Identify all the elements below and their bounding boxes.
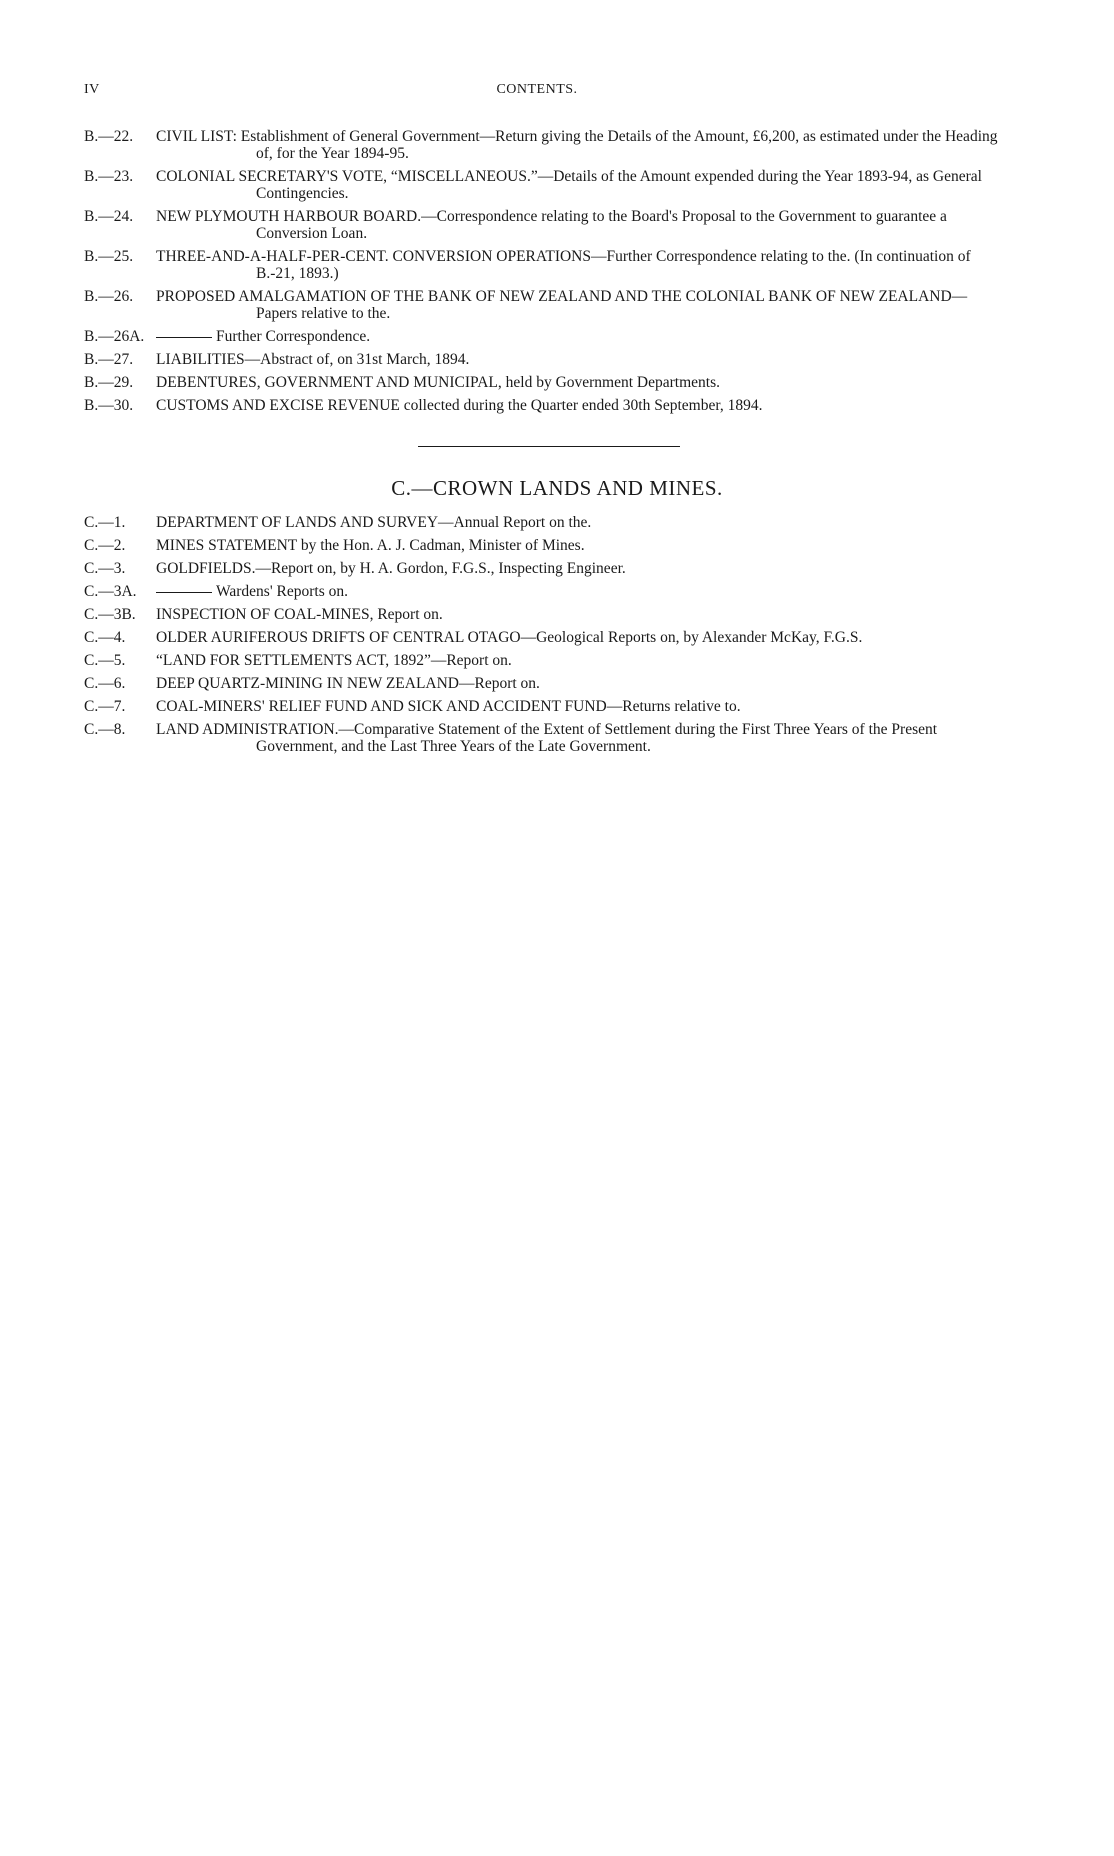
entry-text: NEW PLYMOUTH HARBOUR BOARD.—Correspondence relating to the Board's Proposal to the Government to guarantee a Conversion Loan.	[156, 208, 947, 242]
entry-text: LIABILITIES—Abstract of, on 31st March, 1894.	[156, 351, 470, 368]
section-c-list	[84, 514, 1004, 761]
contents-entry	[84, 514, 1004, 531]
entry-code: C.—7.	[84, 698, 126, 715]
entry-text: CIVIL LIST: Establishment of General Government—Return giving the Details of the Amount, £6,200, as estimated under the Heading of, for the Year 1894-95.	[156, 128, 998, 162]
page-title: CONTENTS.	[496, 82, 578, 97]
contents-entry	[84, 248, 1004, 282]
entry-code: B.—22.	[84, 128, 134, 145]
contents-entry	[84, 675, 1004, 692]
entry-text: Wardens' Reports on.	[216, 583, 348, 600]
entry-code: C.—5.	[84, 652, 126, 669]
page-number: IV	[84, 82, 100, 97]
page-header	[84, 82, 990, 102]
entry-text: DEBENTURES, GOVERNMENT AND MUNICIPAL, held by Government Departments.	[156, 374, 720, 391]
entry-code: C.—4.	[84, 629, 126, 646]
entry-code: C.—3.	[84, 560, 126, 577]
entry-text: PROPOSED AMALGAMATION OF THE BANK OF NEW ZEALAND AND THE COLONIAL BANK OF NEW ZEALAND—Papers relative to the.	[156, 288, 968, 322]
entry-code: B.—27.	[84, 351, 134, 368]
entry-text: “LAND FOR SETTLEMENTS ACT, 1892”—Report on.	[156, 652, 512, 669]
contents-entry	[84, 537, 1004, 554]
entry-code: C.—1.	[84, 514, 126, 531]
contents-entry	[84, 374, 1004, 391]
contents-entry	[84, 652, 1004, 669]
section-b-list	[84, 128, 1004, 420]
entry-text: LAND ADMINISTRATION.—Comparative Statement of the Extent of Settlement during the First Three Years of the Present Government, and the Last Three Years of the Late Government.	[156, 721, 938, 755]
entry-code: B.—26.	[84, 288, 134, 305]
contents-entry	[84, 583, 1004, 600]
ditto-dash	[156, 592, 212, 593]
entry-code: B.—29.	[84, 374, 134, 391]
contents-entry	[84, 208, 1004, 242]
contents-entry	[84, 288, 1004, 322]
entry-text: GOLDFIELDS.—Report on, by H. A. Gordon, F.G.S., Inspecting Engineer.	[156, 560, 626, 577]
section-c-title: C.—CROWN LANDS AND MINES.	[391, 476, 723, 500]
entry-text: COAL-MINERS' RELIEF FUND AND SICK AND ACCIDENT FUND—Returns relative to.	[156, 698, 741, 715]
entry-code: B.—26A.	[84, 328, 145, 345]
contents-entry	[84, 606, 1004, 623]
entry-text: MINES STATEMENT by the Hon. A. J. Cadman, Minister of Mines.	[156, 537, 585, 554]
section-divider	[418, 446, 680, 447]
entry-text: CUSTOMS AND EXCISE REVENUE collected during the Quarter ended 30th September, 1894.	[156, 397, 763, 414]
contents-entry	[84, 629, 1004, 646]
contents-entry	[84, 128, 1004, 162]
entry-text: DEPARTMENT OF LANDS AND SURVEY—Annual Report on the.	[156, 514, 592, 531]
entry-code: C.—3B.	[84, 606, 136, 623]
contents-entry	[84, 698, 1004, 715]
entry-code: C.—8.	[84, 721, 126, 738]
entry-code: B.—30.	[84, 397, 134, 414]
entry-text: OLDER AURIFEROUS DRIFTS OF CENTRAL OTAGO—Geological Reports on, by Alexander McKay, F.G.S.	[156, 629, 863, 646]
entry-text: COLONIAL SECRETARY'S VOTE, “MISCELLANEOUS.”—Details of the Amount expended during the Year 1893-94, as General Contingencies.	[156, 168, 982, 202]
contents-entry	[84, 560, 1004, 577]
contents-entry	[84, 328, 1004, 345]
entry-code: B.—23.	[84, 168, 134, 185]
entry-code: B.—25.	[84, 248, 134, 265]
entry-text: INSPECTION OF COAL-MINES, Report on.	[156, 606, 443, 623]
entry-code: C.—3A.	[84, 583, 137, 600]
contents-entry	[84, 397, 1004, 414]
ditto-dash	[156, 337, 212, 338]
entry-text: THREE-AND-A-HALF-PER-CENT. CONVERSION OPERATIONS—Further Correspondence relating to the. (In continuation of B.-21, 1893.)	[156, 248, 971, 282]
entry-code: B.—24.	[84, 208, 134, 225]
entry-text: Further Correspondence.	[216, 328, 371, 345]
contents-entry	[84, 721, 1004, 755]
contents-entry	[84, 351, 1004, 368]
entry-text: DEEP QUARTZ-MINING IN NEW ZEALAND—Report on.	[156, 675, 540, 692]
contents-entry	[84, 168, 1004, 202]
entry-code: C.—6.	[84, 675, 126, 692]
entry-code: C.—2.	[84, 537, 126, 554]
